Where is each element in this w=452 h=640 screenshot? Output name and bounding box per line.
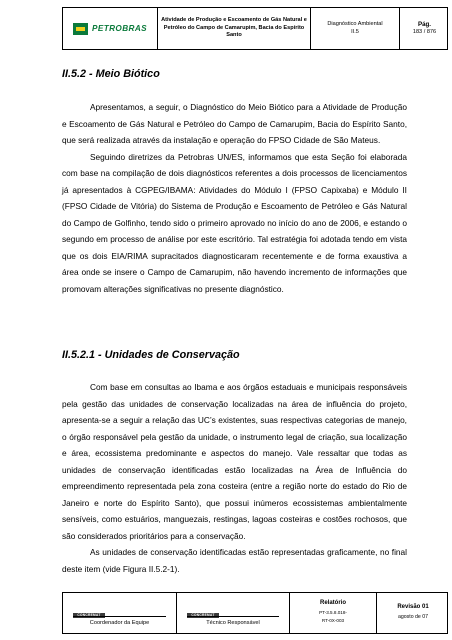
- page-number-cell: [399, 8, 449, 49]
- revision-label: Revisão 01: [397, 604, 429, 610]
- page-number: 183 / 876: [412, 28, 437, 35]
- report-code-1: PT-3.5.8.018-: [319, 610, 347, 615]
- diag-section: II.5: [351, 28, 359, 35]
- concremat-logo: CONCREMAT: [73, 613, 105, 618]
- document-title: [157, 8, 310, 49]
- concremat-logo: CONCREMAT: [187, 613, 219, 618]
- section-body-meio-biotico: [62, 99, 407, 297]
- report-code-2: RT-0X-003: [321, 618, 345, 623]
- revision-cell: [376, 593, 449, 633]
- technician-label: Técnico Responsável: [206, 620, 260, 626]
- title-line-2: Petróleo do Campo de Camarupim, Bacia do Espírito: [163, 24, 305, 31]
- report-label: Relatório: [319, 600, 346, 606]
- section-heading-unidades-conservacao: II.5.2.1 - Unidades de Conservação: [62, 349, 240, 361]
- report-cell: [289, 593, 376, 633]
- paragraph: Seguindo diretrizes da Petrobras UN/ES, informamos que esta Seção foi elaborada com base na compilação de dois diagnósticos referentes a dois processos de licenciamentos já apresentados à CGPEG/IBAMA: Atividades do Módulo I (FPSO Capixaba) e Módulo II (FPSO Cidade de Vitória) do Sistema de Produção e Escoamento de Petróleo e Gás Natural do Campo de Golfinho, tendo sido o primeiro aprovado no início do ano de 2006, e estando o segundo em processo de análise por este escritório. Tal estratégia foi adotada tendo em vista que os dois EIA/RIMA supracitados diagnosticaram recentemente e de forma exaustiva a área onde se insere o Campo de Camarupim, não havendo incremento de informações que promovam alterações significativas no presente diagnóstico.: [62, 151, 407, 294]
- signature-line: [187, 616, 279, 617]
- diag-title: Diagnóstico Ambiental: [327, 21, 383, 28]
- section-body-unidades-conservacao: [62, 379, 407, 577]
- page-footer: [62, 592, 448, 634]
- paragraph: As unidades de conservação identificadas estão representadas graficamente, no final deste item (vide Figura II.5.2-1).: [62, 547, 407, 574]
- page-label: Pág.: [417, 20, 432, 28]
- petrobras-logo: [73, 23, 147, 35]
- revision-date: agosto de 07: [398, 614, 428, 620]
- coordinator-label: Coordenador da Equipe: [89, 620, 150, 626]
- coordinator-signature-cell: [63, 593, 176, 633]
- technician-signature-cell: [176, 593, 289, 633]
- paragraph: Apresentamos, a seguir, o Diagnóstico do Meio Biótico para a Atividade de Produção e Escoamento de Gás Natural e Petróleo do Campo de Camarupim, Bacia do Espírito Santo, que será realizada através da instalação e operação do FPSO Cidade de São Mateus.: [62, 102, 407, 145]
- diagnostic-cell: [310, 8, 399, 49]
- title-line-1: Atividade de Produção e Escoamento de Gás Natural e: [161, 17, 307, 24]
- section-heading-meio-biotico: II.5.2 - Meio Biótico: [62, 68, 160, 80]
- signature-line: [73, 616, 166, 617]
- br-logo-icon: [73, 23, 88, 35]
- title-line-3: Santo: [226, 32, 242, 39]
- logo-cell: [63, 8, 157, 49]
- logo-text: PETROBRAS: [91, 24, 147, 33]
- page-header: [62, 7, 448, 50]
- paragraph: Com base em consultas ao Ibama e aos órgãos estaduais e municipais responsáveis pela gestão das unidades de conservação localizadas na área de influência do projeto, apresenta-se a seguir a relação das UC’s existentes, suas respectivas categorias de manejo, o órgão responsável pela gestão da unidade, o instrumento legal de criação, sua localização e área, ecossistema predominante e aspectos do manejo. Vale ressaltar que todas as unidades de conservação identificadas estão localizadas na Área de Influência do empreendimento representada pela zona costeira (entre a região norte do estado do Rio de Janeiro e norte do Espírito Santo), que possui inúmeros ecossistemas ambientalmente sensíveis, como estuários, manguezais, restingas, lagoas costeiras e costões rochosos, que são considerados prioritários para a conservação.: [62, 382, 407, 541]
